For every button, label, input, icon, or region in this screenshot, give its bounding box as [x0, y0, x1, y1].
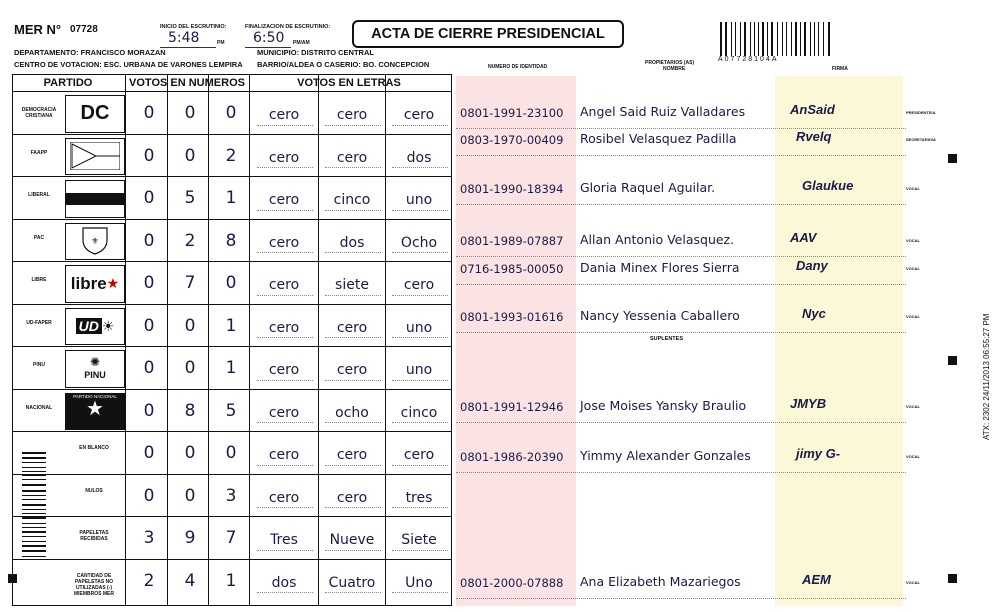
party-name: UD-FAPER [26, 319, 52, 326]
vote-digit: 1 [225, 358, 237, 379]
table-row [13, 134, 451, 178]
member-name: Yimmy Alexander Gonzales [580, 448, 751, 463]
registration-mark [948, 154, 957, 163]
party-name: LIBERAL [28, 192, 50, 199]
barcode-text: A07728104A [718, 56, 779, 63]
vote-word: cinco [400, 404, 438, 421]
table-row [13, 304, 451, 348]
municipio: MUNICIPIO: DISTRITO CENTRAL [257, 48, 374, 57]
member-id: 0716-1985-00050 [460, 262, 564, 276]
vote-digit: 0 [225, 443, 237, 464]
table-row [13, 176, 451, 220]
member-name: Rosibel Velasquez Padilla [580, 131, 737, 146]
vote-word: cero [336, 149, 368, 166]
party-logo [65, 180, 125, 218]
member-signature: AEM [802, 572, 831, 587]
member-role: VOCAL [906, 238, 920, 243]
vote-word: cero [336, 319, 368, 336]
member-id: 0801-1986-20390 [460, 450, 564, 464]
suplentes-label: SUPLENTES [650, 336, 684, 342]
vote-digit: 0 [184, 485, 196, 506]
vote-digit: 1 [225, 315, 237, 336]
vote-word: cero [268, 277, 300, 294]
vote-digit: 0 [225, 103, 237, 124]
member-name: Nancy Yessenia Caballero [580, 308, 740, 323]
vote-word: cero [403, 447, 435, 464]
vote-digit: 8 [184, 400, 196, 421]
vote-word: uno [405, 319, 433, 336]
vote-word: tres [405, 489, 433, 506]
col-partido: PARTIDO [43, 77, 93, 89]
vote-word: cinco [333, 192, 371, 209]
col-nombre: NOMBRE [663, 66, 686, 72]
col-numeros: VOTOS EN NUMEROS [129, 77, 245, 89]
member-id: 0801-1989-07887 [460, 234, 564, 248]
final-value: 6:50 [253, 30, 285, 46]
vote-digit: 1 [225, 570, 237, 591]
final-ampm: PM/AM [293, 40, 310, 46]
document-title: ACTA DE CIERRE PRESIDENCIAL [352, 20, 624, 48]
member-name: Allan Antonio Velasquez. [580, 232, 735, 247]
vote-digit: 0 [143, 485, 155, 506]
vote-digit: 3 [143, 528, 155, 549]
party-name: LIBRE [31, 277, 47, 284]
vote-digit: 5 [184, 188, 196, 209]
inicio-ampm: PM [217, 40, 225, 46]
vote-word: cero [268, 447, 300, 464]
member-name: Gloria Raquel Aguilar. [580, 180, 716, 195]
member-signature: Rvelq [796, 129, 832, 144]
vote-word: Tres [270, 532, 298, 549]
vote-word: Cuatro [328, 574, 376, 591]
vote-digit: 0 [184, 103, 196, 124]
inicio-value: 5:48 [168, 30, 200, 46]
svg-text:⚜: ⚜ [90, 236, 100, 247]
vote-word: cero [268, 489, 300, 506]
party-logo: UD ☀ [65, 308, 125, 346]
table-row [13, 431, 451, 475]
member-id: 0801-1991-23100 [460, 106, 564, 120]
party-logo [65, 138, 125, 176]
registration-mark [948, 574, 957, 583]
vote-digit: 0 [184, 358, 196, 379]
member-role: VOCAL [906, 186, 920, 191]
vote-word: dos [339, 234, 365, 251]
member-id: 0801-1990-18394 [460, 182, 564, 196]
member-signature: jimy G- [796, 446, 841, 461]
member-role: VOCAL [906, 404, 920, 409]
registration-mark [8, 574, 17, 583]
member-role: VOCAL [906, 314, 920, 319]
vote-digit: 0 [184, 145, 196, 166]
vote-digit: 7 [184, 273, 196, 294]
member-signature: AnSaid [790, 102, 835, 117]
vote-digit: 0 [143, 443, 155, 464]
member-name: Ana Elizabeth Mazariegos [580, 574, 741, 589]
vote-digit: 1 [225, 188, 237, 209]
vote-digit: 0 [143, 400, 155, 421]
vote-word: siete [335, 277, 369, 294]
vote-digit: 7 [225, 528, 237, 549]
vote-word: dos [406, 149, 432, 166]
vote-word: cero [268, 192, 300, 209]
vote-word: uno [405, 192, 433, 209]
row-label: NULOS [85, 487, 103, 494]
table-row [13, 261, 451, 305]
vote-word: cero [403, 277, 435, 294]
vote-digit: 0 [143, 230, 155, 251]
departamento: DEPARTAMENTO: FRANCISCO MORAZAN [14, 48, 166, 57]
centro-votacion: CENTRO DE VOTACION: ESC. URBANA DE VARONES LEMPIRA [14, 60, 243, 69]
row-label: EN BLANCO [79, 445, 109, 452]
party-name: DEMOCRACIA CRISTIANA [21, 107, 57, 120]
final-label: FINALIZACION DE ESCRUTINIO: [245, 24, 331, 30]
vote-digit: 8 [225, 230, 237, 251]
member-role: VOCAL [906, 580, 920, 585]
vote-word: ocho [335, 404, 369, 421]
member-signature: AAV [790, 230, 817, 245]
member-name: Jose Moises Yansky Braulio [580, 398, 747, 413]
member-signature: JMYB [790, 396, 827, 411]
member-signature: Nyc [802, 306, 826, 321]
vote-digit: 0 [143, 315, 155, 336]
table-row [13, 389, 451, 433]
inicio-label: INICIO DEL ESCRUTINIO: [160, 24, 227, 30]
row-label: CANTIDAD DE PAPELETAS NO UTILIZADAS (-) MIEMBROS MER [74, 572, 114, 597]
vote-digit: 5 [225, 400, 237, 421]
vote-digit: 0 [143, 103, 155, 124]
vote-digit: 0 [143, 188, 155, 209]
barcode-left [22, 452, 60, 562]
vote-word: cero [336, 362, 368, 379]
inicio-box [160, 33, 216, 48]
row-label: PAPELETAS RECIBIDAS [79, 530, 109, 543]
vote-word: dos [271, 574, 297, 591]
mer-number: 07728 [70, 24, 98, 35]
member-id: 0801-1993-01616 [460, 310, 564, 324]
party-logo [65, 223, 125, 261]
vote-digit: 0 [225, 273, 237, 294]
table-row [13, 91, 451, 135]
party-logo: ✺ PINU [65, 350, 125, 388]
vote-digit: 0 [143, 273, 155, 294]
table-row [13, 219, 451, 263]
member-role: VOCAL [906, 266, 920, 271]
party-logo: libre ★ [65, 265, 125, 303]
col-propietarios: PROPIETARIOS (AS) [645, 60, 695, 66]
member-id: 0801-1991-12946 [460, 400, 564, 414]
vote-digit: 0 [184, 315, 196, 336]
member-name: Dania Minex Flores Sierra [580, 260, 740, 275]
member-id: 0801-2000-07888 [460, 576, 564, 590]
party-name: PINU [33, 362, 45, 369]
vote-word: uno [405, 362, 433, 379]
table-row [13, 559, 451, 603]
member-role: SECRETARIO/A [906, 137, 936, 142]
member-name: Angel Said Ruiz Valladares [580, 104, 746, 119]
member-signature: Dany [796, 258, 828, 273]
member-role: VOCAL [906, 454, 920, 459]
vote-digit: 3 [225, 485, 237, 506]
vote-word: cero [268, 234, 300, 251]
table-row [13, 474, 451, 518]
registration-mark [948, 356, 957, 365]
mer-label: MER N° [14, 22, 62, 37]
col-firma: FIRMA [832, 66, 848, 72]
member-signature: Glaukue [802, 178, 854, 193]
party-name: FAAPP [30, 149, 48, 156]
vote-digit: 4 [184, 570, 196, 591]
party-logo: PARTIDO NACIONAL ★ [65, 393, 125, 431]
vote-word: cero [403, 107, 435, 124]
vote-word: cero [336, 489, 368, 506]
vote-word: cero [268, 107, 300, 124]
table-row [13, 516, 451, 560]
member-id: 0803-1970-00409 [460, 133, 564, 147]
col-identidad: NUMERO DE IDENTIDAD [488, 64, 548, 70]
vote-word: Siete [401, 532, 437, 549]
table-row [13, 346, 451, 390]
vote-word: cero [336, 107, 368, 124]
vote-digit: 2 [143, 570, 155, 591]
col-letras: VOTOS EN LETRAS [297, 77, 401, 89]
vote-word: cero [268, 362, 300, 379]
vote-word: cero [268, 319, 300, 336]
vote-digit: 0 [143, 145, 155, 166]
results-table [12, 74, 452, 606]
vote-word: Uno [405, 574, 433, 591]
party-name: NACIONAL [25, 404, 53, 411]
vote-digit: 9 [184, 528, 196, 549]
vote-word: cero [336, 447, 368, 464]
vote-word: cero [268, 404, 300, 421]
party-name: PAC [33, 234, 45, 241]
member-role: PRESIDENTE/A [906, 110, 936, 115]
vote-digit: 0 [184, 443, 196, 464]
barrio: BARRIO/ALDEA O CASERIO: BO. CONCEPCION [257, 60, 430, 69]
party-logo: DC [65, 95, 125, 133]
vote-digit: 2 [225, 145, 237, 166]
scan-timestamp: ATX: 2302 24/11/2013 06:55:27 PM [982, 313, 991, 440]
final-box [245, 33, 291, 48]
vote-word: Ocho [400, 234, 438, 251]
vote-digit: 2 [184, 230, 196, 251]
barcode-top [720, 22, 830, 58]
vote-digit: 0 [143, 358, 155, 379]
vote-word: Nueve [329, 532, 375, 549]
vote-word: cero [268, 149, 300, 166]
